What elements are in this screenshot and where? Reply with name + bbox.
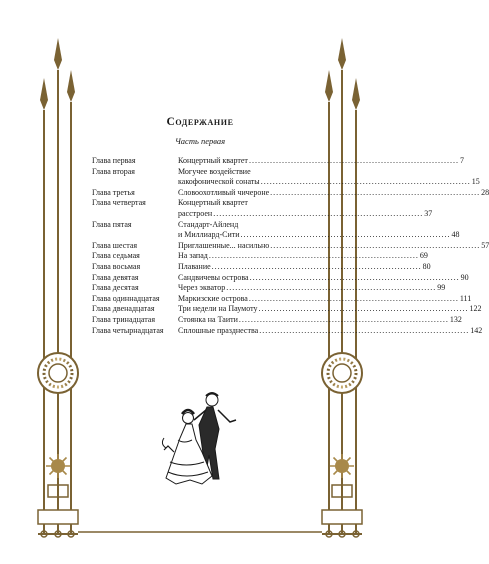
toc-entry[interactable]	[92, 293, 472, 305]
chapter-title-line: Концертный квартет	[178, 156, 248, 165]
chapter-label: Глава первая	[92, 156, 136, 165]
page-title: Содержание	[166, 116, 234, 128]
chapter-label: Глава шестая	[92, 240, 138, 250]
chapter-title-line: Приглашенные... насильно	[178, 240, 270, 250]
toc-entry[interactable]	[92, 166, 480, 188]
page-number: 57	[481, 240, 489, 250]
chapter-title-line: На запад	[178, 251, 208, 261]
toc-entry[interactable]	[92, 219, 460, 241]
chapter-label: Глава девятая	[92, 272, 139, 282]
chapter-label: Глава четырнадцатая	[92, 325, 164, 335]
chapter-title	[178, 294, 471, 305]
chapter-title-line: Через экватор	[178, 283, 226, 293]
chapter-label: Глава вторая	[92, 166, 135, 176]
chapter-label: Глава одиннадцатая	[92, 293, 160, 303]
chapter-title-line: Стоянка на Таити	[178, 314, 238, 324]
leader-dots	[239, 315, 449, 326]
chapter-title-line: Маркизские острова	[178, 293, 248, 303]
toc-entry[interactable]	[92, 156, 464, 167]
leader-dots	[261, 177, 471, 188]
chapter-label: Глава третья	[92, 187, 135, 197]
leader-dots	[213, 209, 423, 220]
ring-medallion-icon	[38, 353, 78, 393]
chapter-title-line: какофонической сонаты	[178, 177, 260, 187]
chapter-label: Глава четвертая	[92, 198, 146, 208]
leader-dots	[241, 230, 451, 241]
chapter-label: Глава пятая	[92, 219, 132, 229]
chapter-title	[178, 188, 489, 199]
chapter-title-line: Сандвичевы острова	[178, 272, 249, 282]
chapter-label: Глава седьмая	[92, 251, 140, 261]
chapter-title	[178, 156, 464, 167]
chapter-title	[178, 241, 489, 252]
chapter-title	[178, 283, 445, 294]
toc-entry[interactable]	[92, 187, 489, 199]
chapter-title	[178, 304, 481, 315]
table-of-contents	[92, 156, 489, 336]
chapter-title	[178, 167, 480, 188]
page-number: 142	[470, 325, 483, 335]
page-number: 7	[459, 156, 464, 165]
chapter-title-line: Могучее воздействие	[178, 166, 251, 176]
leader-dots	[270, 241, 480, 252]
chapter-label: Глава двенадцатая	[92, 304, 155, 314]
sun-icon	[46, 454, 70, 478]
chapter-label: Глава восьмая	[92, 261, 141, 271]
page-number: 37	[424, 208, 433, 218]
toc-entry[interactable]	[92, 304, 482, 315]
chapter-title-line: Стандарт-Айленд	[178, 219, 239, 229]
chapter-title	[178, 262, 431, 273]
sun-icon	[330, 454, 354, 478]
chapter-label: Глава десятая	[92, 283, 139, 293]
chapter-title-line: Сплошные празднества	[178, 325, 259, 335]
ring-medallion-icon	[322, 353, 362, 393]
leader-dots	[258, 304, 468, 315]
page-number: 122	[469, 304, 482, 314]
page-number: 48	[451, 230, 460, 240]
chapter-title	[178, 198, 432, 219]
left-frame	[38, 38, 78, 537]
dancing-couple-illustration	[162, 393, 236, 484]
chapter-title	[178, 273, 469, 284]
page-number: 80	[422, 261, 431, 271]
toc-entry[interactable]	[92, 272, 469, 284]
chapter-title	[178, 220, 460, 241]
page-number: 28	[481, 187, 489, 197]
chapter-label: Глава тринадцатая	[92, 314, 156, 324]
toc-entry[interactable]	[92, 325, 483, 337]
chapter-title-line: и Миллиард-Сити	[178, 230, 240, 240]
page-number: 90	[460, 272, 469, 282]
chapter-title-line: Словоохотливый чичероне	[178, 187, 270, 197]
toc-entry[interactable]	[92, 283, 446, 294]
page-number: 111	[459, 293, 472, 303]
page-number: 132	[449, 314, 462, 324]
page-number: 69	[419, 251, 428, 261]
leader-dots	[226, 283, 436, 294]
chapter-title	[178, 326, 482, 337]
toc-entry[interactable]	[92, 251, 428, 262]
leader-dots	[259, 326, 469, 337]
chapter-title-line: расстроен	[178, 208, 213, 218]
leader-dots	[270, 188, 480, 199]
leader-dots	[249, 156, 459, 167]
chapter-title	[178, 315, 462, 326]
leader-dots	[250, 273, 460, 284]
leader-dots	[249, 294, 459, 305]
chapter-title-line: Концертный квартет	[178, 198, 248, 208]
toc-entry[interactable]	[92, 198, 433, 219]
toc-entry[interactable]	[92, 240, 489, 252]
toc-entry[interactable]	[92, 261, 431, 273]
chapter-title-line: Плавание	[178, 261, 211, 271]
chapter-title-line: Три недели на Паумоту	[178, 304, 258, 314]
leader-dots	[209, 251, 419, 262]
leader-dots	[212, 262, 422, 273]
page-number: 15	[471, 177, 480, 187]
chapter-title	[178, 251, 428, 262]
toc-entry[interactable]	[92, 314, 462, 326]
part-subtitle: Часть первая	[174, 136, 226, 146]
page-number: 99	[437, 283, 446, 293]
